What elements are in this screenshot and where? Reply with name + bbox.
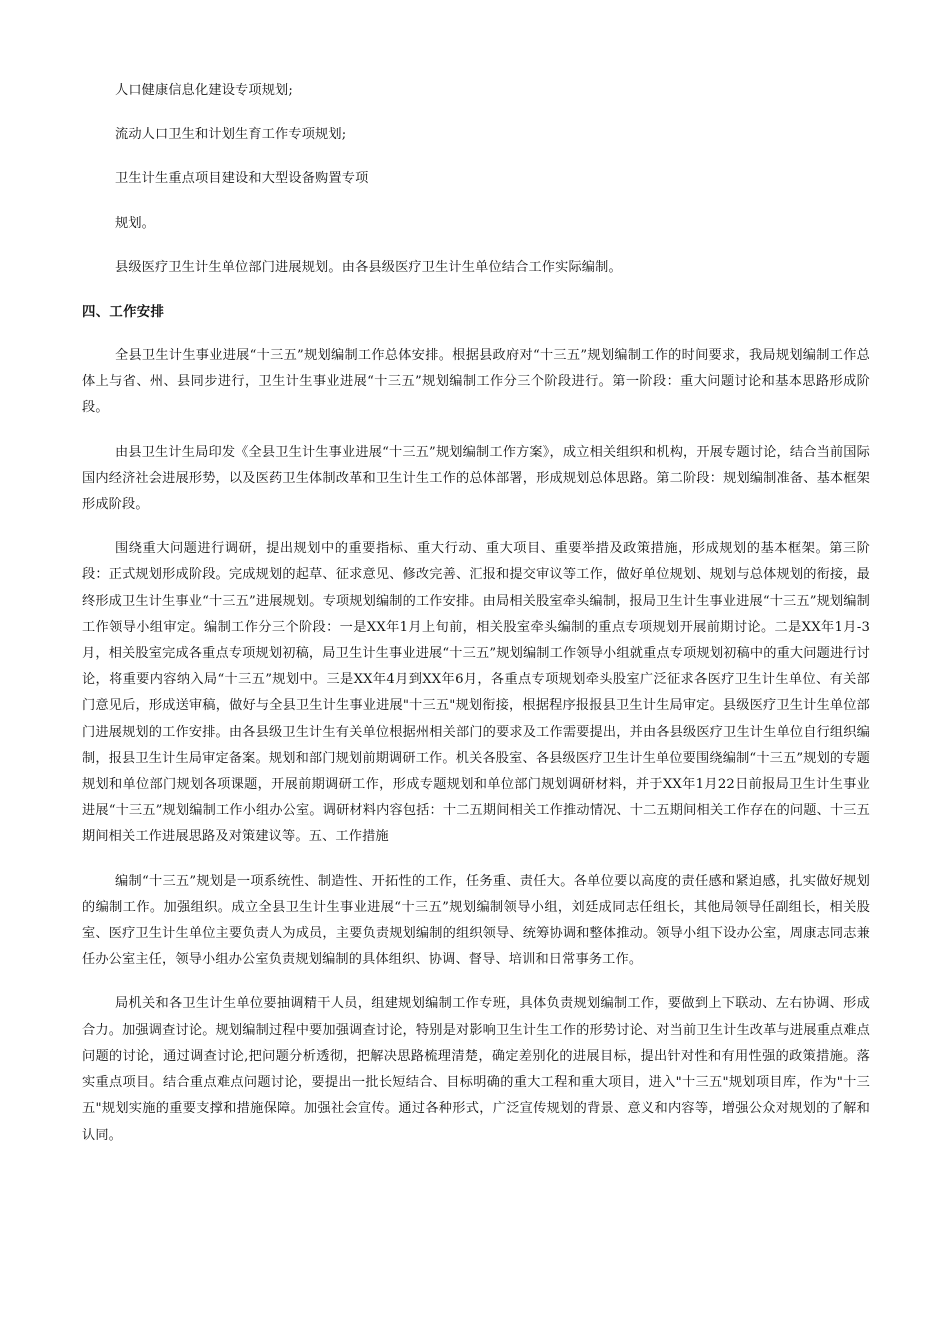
paragraph: 由县卫生计生局印发《全县卫生计生事业进展“十三五”规划编制工作方案》，成立相关组织和机构，开展专题讨论，结合当前国际国内经济社会进展形势，以及医药卫生体制改革和卫生计生工作的总体部署，形成规划总体思路。第二阶段：规划编制准备、基本框架形成阶段。 <box>82 444 870 513</box>
list-item: 规划。 <box>115 215 156 231</box>
list-item: 流动人口卫生和计划生育工作专项规划; <box>115 127 347 143</box>
paragraph: 全县卫生计生事业进展“十三五”规划编制工作总体安排。根据县政府对“十三五”规划编制工作的时间要求，我局规划编制工作总体上与省、州、县同步进行，卫生计生事业进展“十三五”规划编制工作分三个阶段进行。第一阶段：重大问题讨论和基本思路形成阶段。 <box>82 348 870 416</box>
paragraph: 围绕重大问题进行调研，提出规划中的重要指标、重大行动、重大项目、重要举措及政策措施，形成规划的基本框架。第三阶段：正式规划形成阶段。完成规划的起草、征求意见、修改完善、汇报和提交审议等工作，做好单位规划、规划与总体规划的衔接，最终形成卫生计生事业“十三五”进展规划。专项规划编制的工作安排。由局相关股室牵头编制，报局卫生计生事业进展“十三五”规划编制工作领导小组审定。编制工作分三个阶段：一是XX年1月上旬前，相关股室牵头编制的重点专项规划开展前期讨论。二是XX年1月-3月，相关股室完成各重点专项规划初稿，局卫生计生事业进展“十三五”规划编制工作领导小组就重点专项规划初稿中的重大问题进行讨论，将重要内容纳入局“十三五”规划中。三是XX年4月到XX年6月，各重点专项规划牵头股室广泛征求各医疗卫生计生单位、有关部门意见后，形成送审稿，做好与全县卫生计生事业进展"十三五"规划衔接，根据程序报报县卫生计生局审定。县级医疗卫生计生单位部门进展规划的工作安排。由各县级卫生计生有关单位根据州相关部门的要求及工作需要提出，并由各县级医疗卫生计生单位自行组织编制，报县卫生计生局审定备案。规划和部门规划前期调研工作。机关各股室、各县级医疗卫生计生单位要围绕编制“十三五”规划的专题规划和单位部门规划各项课题，开展前期调研工作，形成专题规划和单位部门规划调研材料，并于XX年1月22日前报局卫生计生事业进展“十三五”规划编制工作小组办公室。调研材料内容包括：十二五期间相关工作推动情况、十二五期间相关工作存在的问题、十三五期间相关工作进展思路及对策建议等。五、工作措施 <box>82 541 870 845</box>
paragraph: 局机关和各卫生计生单位要抽调精干人员，组建规划编制工作专班，具体负责规划编制工作，要做到上下联动、左右协调、形成合力。加强调查讨论。规划编制过程中要加强调查讨论，特别是对影响卫生计生工作的形势讨论、对当前卫生计生改革与进展重点难点问题的讨论，通过调查讨论,把问题分析透彻，把解决思路梳理清楚，确定差别化的进展目标，提出针对性和有用性强的政策措施。落实重点项目。结合重点难点问题讨论，要提出一批长短结合、目标明确的重大工程和重大项目，进入"十三五"规划项目库，作为"十三五"规划实施的重要支撑和措施保障。加强社会宣传。通过各种形式，广泛宣传规划的背景、意义和内容等，增强公众对规划的了解和认同。 <box>82 996 870 1143</box>
paragraph: 编制“十三五”规划是一项系统性、制造性、开拓性的工作，任务重、责任大。各单位要以高度的责任感和紧迫感，扎实做好规划的编制工作。加强组织。成立全县卫生计生事业进展“十三五”规划编制领导小组，刘廷成同志任组长，其他局领导任副组长，相关股室、医疗卫生计生单位主要负责人为成员，主要负责规划编制的组织领导、统筹协调和整体推动。领导小组下设办公室，周康志同志兼任办公室主任，领导小组办公室负责规划编制的具体组织、协调、督导、培训和日常事务工作。 <box>82 873 870 968</box>
section-heading: 四、工作安排 <box>82 304 165 321</box>
paragraph: 县级医疗卫生计生单位部门进展规划。由各县级医疗卫生计生单位结合工作实际编制。 <box>115 259 622 275</box>
list-item: 卫生计生重点项目建设和大型设备购置专项 <box>115 171 369 187</box>
list-item: 人口健康信息化建设专项规划; <box>115 83 293 98</box>
